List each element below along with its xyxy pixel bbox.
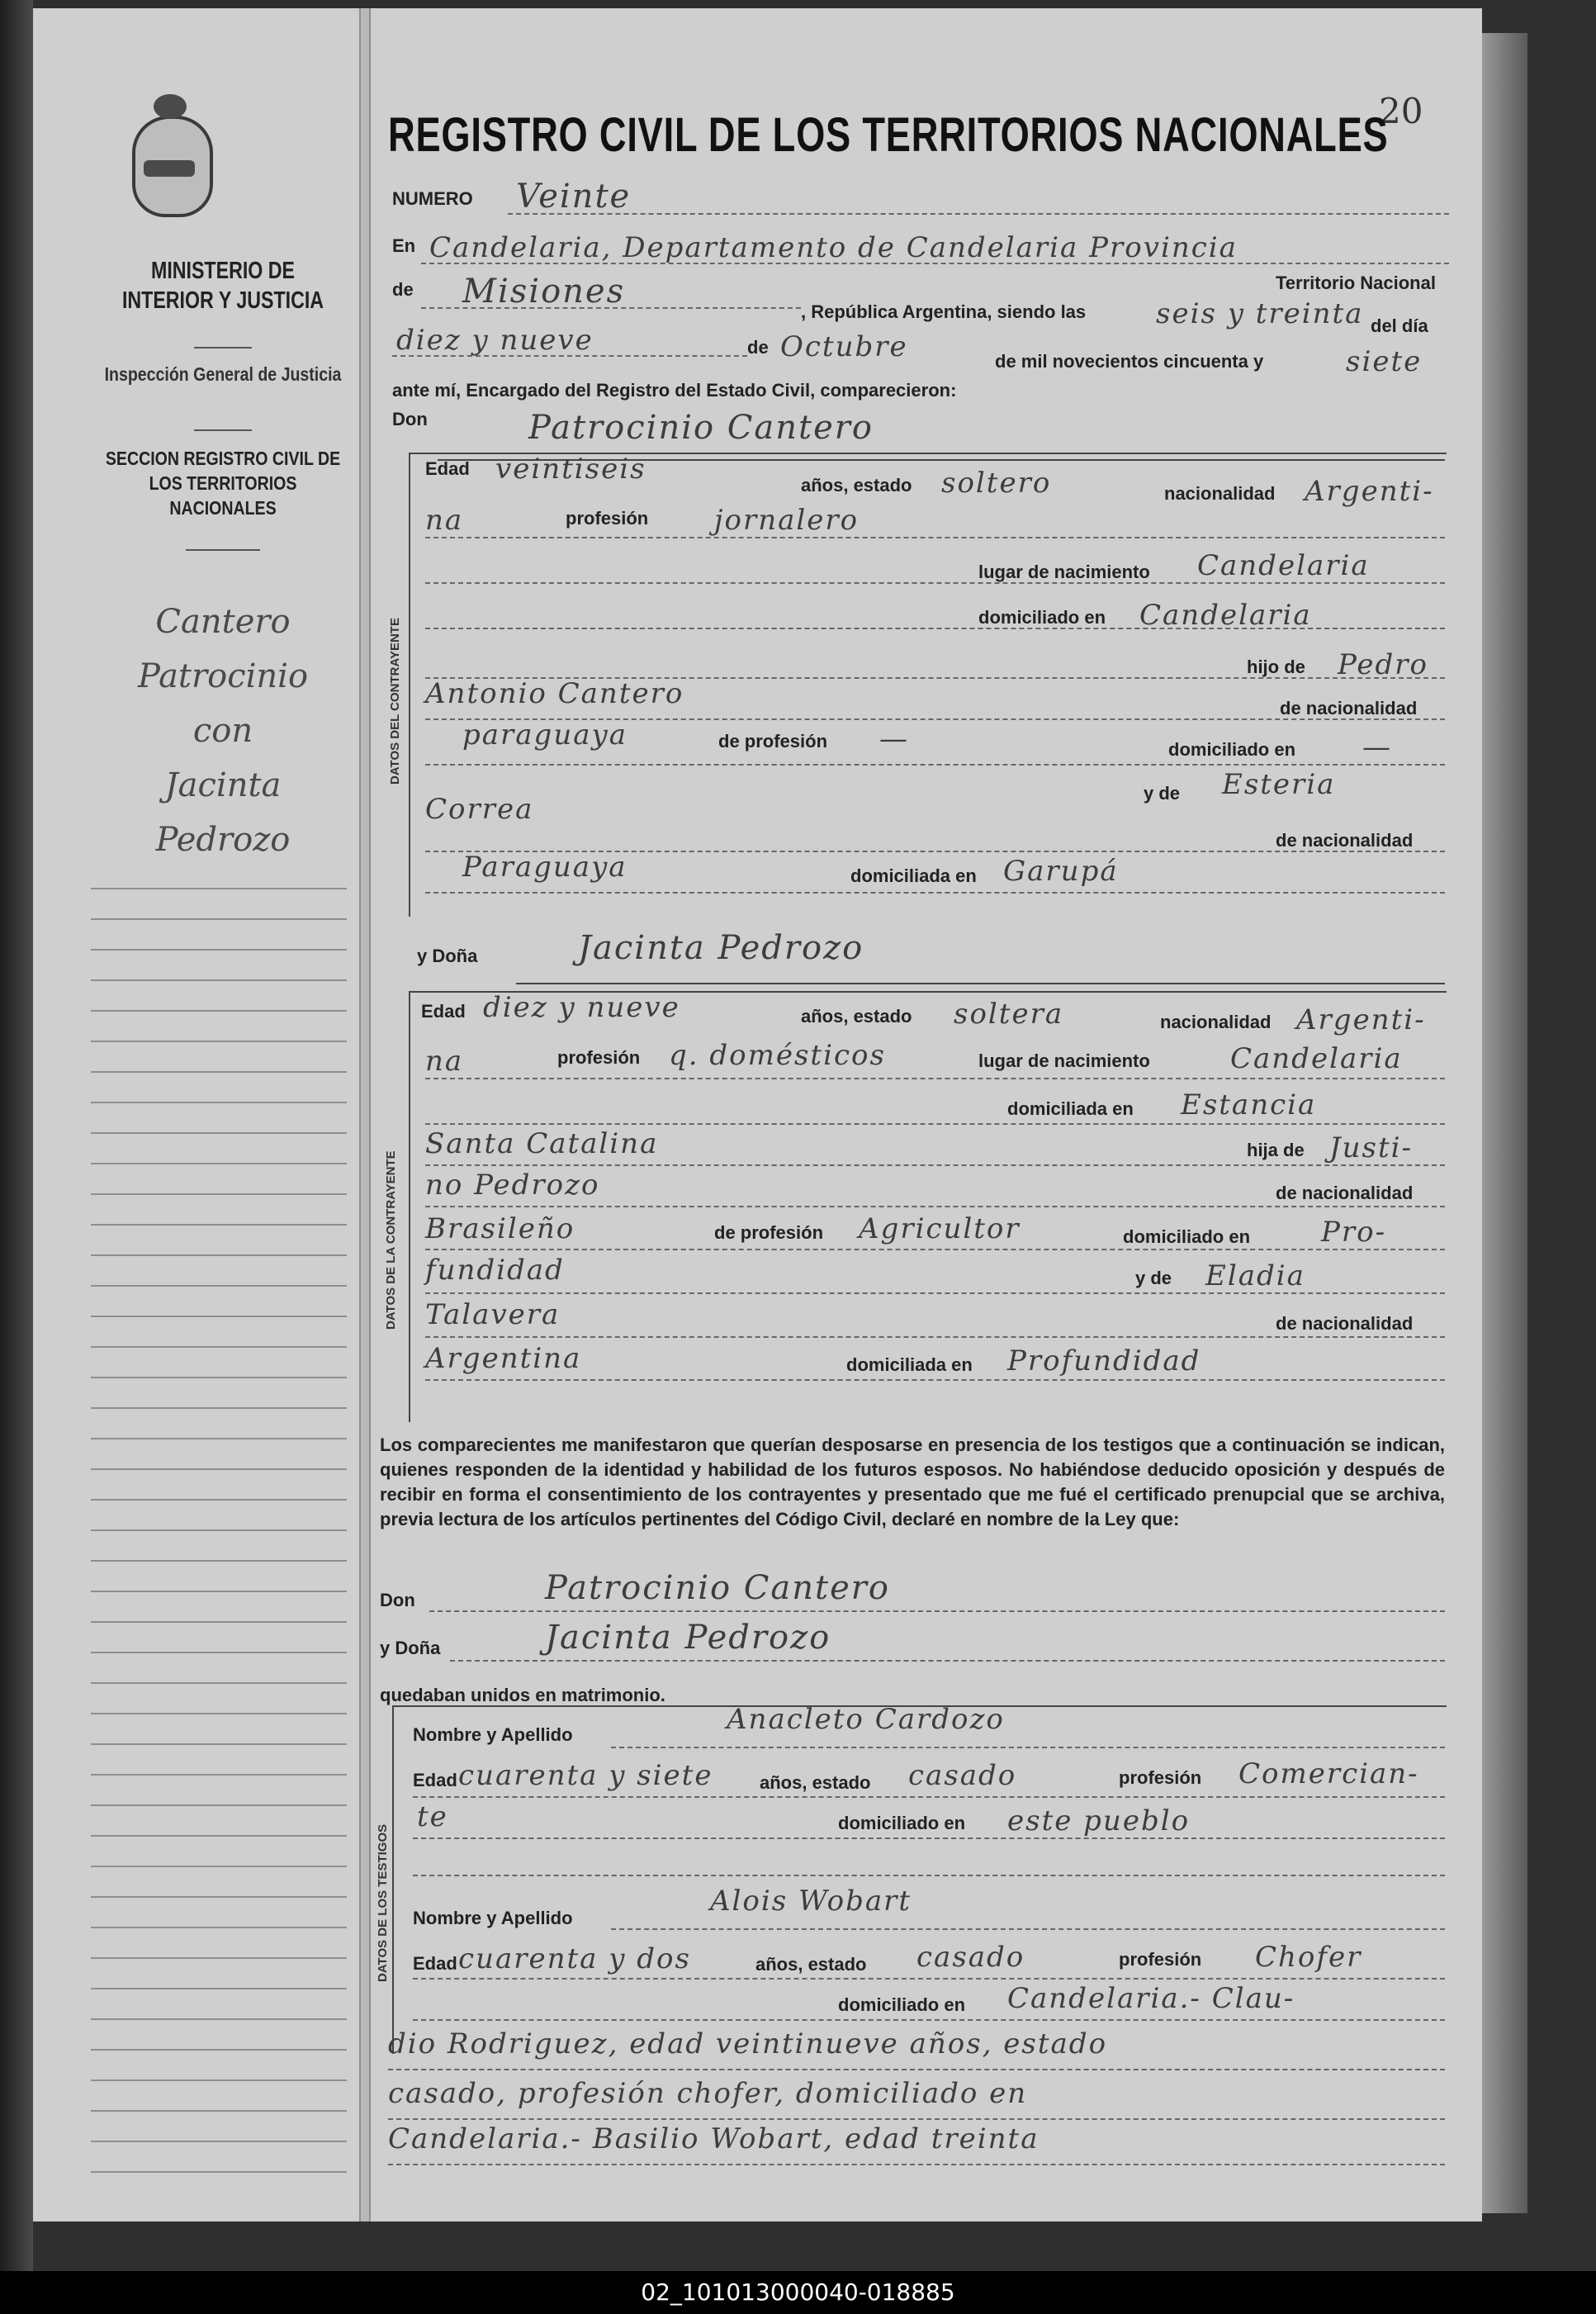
edad-label: Edad	[413, 1770, 457, 1790]
profesion-value: q. domésticos	[669, 1039, 886, 1072]
padre-dom-value1: Pro-	[1321, 1216, 1387, 1249]
profesion-value: jornalero	[714, 504, 860, 537]
republica-label: , República Argentina, siendo las	[801, 301, 1087, 322]
nacionalidad-cont: na	[425, 504, 464, 537]
lugar-value: Candelaria	[1197, 549, 1370, 582]
padre-prof-value: Agricultor	[859, 1212, 1021, 1245]
ante-label: ante mí, Encargado del Registro del Estado Civil, comparecieron:	[392, 380, 957, 401]
y-de-label: y de	[1144, 783, 1181, 804]
fill-line	[450, 1660, 1445, 1662]
t2-edad: cuarenta y dos	[458, 1942, 691, 1975]
fill-line	[413, 2019, 1445, 2021]
seccion-text: SECCION REGISTRO CIVIL DE LOS TERRITORIOS NACIONALES	[105, 448, 341, 519]
inspeccion-text: Inspección General de Justicia	[104, 363, 342, 385]
padre-prof-value: —	[879, 723, 909, 756]
de-label: de	[392, 279, 414, 300]
anios-estado-label: años, estado	[801, 475, 912, 496]
dona-label: y Doña	[380, 1638, 441, 1658]
fill-line	[425, 1078, 1445, 1079]
dona-value: Jacinta Pedrozo	[578, 929, 864, 967]
unidos-text: quedaban unidos en matrimonio.	[380, 1685, 665, 1705]
padre-dom-value: —	[1362, 731, 1392, 764]
fill-line	[425, 1379, 1445, 1381]
padre-dom-label: domiciliado en	[1123, 1226, 1251, 1247]
fill-line	[425, 892, 1445, 894]
domiciliado-value: Candelaria	[1139, 599, 1312, 632]
dona-label: y Doña	[417, 946, 478, 966]
t2-dom: Candelaria.- Clau-	[1007, 1982, 1295, 2015]
de-nac2-label: de nacionalidad	[1276, 830, 1414, 851]
ministry-text: MINISTERIO DE INTERIOR Y JUSTICIA	[121, 258, 324, 314]
contrayente-side-label: DATOS DEL CONTRAYENTE	[388, 618, 402, 785]
domiciliado-label: domiciliado en	[838, 1994, 966, 2015]
nacionalidad-value: Argenti-	[1305, 475, 1434, 508]
edad-label: Edad	[421, 1001, 466, 1022]
edad-value: veintiseis	[495, 453, 646, 486]
margin-note-line: Cantero	[155, 603, 291, 641]
t1-prof2: te	[417, 1800, 448, 1833]
padre-value2: no Pedrozo	[425, 1169, 600, 1202]
extra-line2: casado, profesión chofer, domiciliado en	[388, 2077, 1028, 2110]
page-number: 20	[1379, 91, 1423, 131]
profesion-label: profesión	[566, 508, 649, 529]
profesion-label: profesión	[1119, 1767, 1202, 1788]
nacionalidad-value: Argenti-	[1296, 1003, 1426, 1036]
don-label: Don	[380, 1590, 415, 1610]
domiciliada-value: Estancia	[1181, 1088, 1317, 1121]
t1-nombre: Anacleto Cardozo	[727, 1703, 1005, 1736]
edad-value: diez y nueve	[483, 991, 680, 1024]
extra-line1: dio Rodriguez, edad veintinueve años, estado	[388, 2027, 1108, 2060]
fill-line	[425, 764, 1445, 766]
nacionalidad-label: nacionalidad	[1160, 1012, 1272, 1032]
divider	[194, 429, 252, 431]
de2-label: de	[747, 337, 769, 358]
fill-line	[611, 1928, 1445, 1930]
don-label: Don	[392, 409, 428, 429]
anios-estado-label: años, estado	[760, 1772, 871, 1793]
dona-value: Jacinta Pedrozo	[545, 1619, 831, 1657]
madre-value1: Esteria	[1222, 768, 1336, 801]
de-nac2-label: de nacionalidad	[1276, 1313, 1414, 1334]
domiciliada-label: domiciliada en	[850, 865, 977, 886]
t2-nombre: Alois Wobart	[710, 1885, 912, 1918]
margin-note-line: Jacinta	[164, 766, 282, 804]
seccion-heading	[104, 446, 343, 520]
fill-line	[425, 1206, 1445, 1207]
nombre-label: Nombre y Apellido	[413, 1724, 573, 1745]
book-edge	[0, 0, 33, 2271]
hija-label: hija de	[1247, 1140, 1305, 1160]
fill-line	[425, 1336, 1445, 1338]
fill-line	[413, 1796, 1445, 1798]
binding-stripe	[359, 8, 371, 2222]
testigos-side-label: DATOS DE LOS TESTIGOS	[376, 1823, 390, 1982]
fill-line	[425, 1292, 1445, 1294]
domiciliada2-label: domiciliada en	[846, 1354, 973, 1375]
divider	[186, 549, 260, 551]
profesion-label: profesión	[557, 1047, 641, 1068]
anio-value: siete	[1346, 345, 1423, 378]
madre-value2: Talavera	[425, 1298, 561, 1331]
hora-value: seis y treinta	[1156, 297, 1364, 330]
estado-value: soltero	[941, 467, 1052, 500]
fill-line	[429, 1610, 1445, 1612]
dom-cont: Santa Catalina	[425, 1127, 659, 1160]
numero-label: NUMERO	[392, 188, 473, 209]
contrayenta-side-label: DATOS DE LA CONTRAYENTE	[384, 1150, 398, 1330]
declaration-text: Los comparecientes me manifestaron que querían desposarse en presencia de los testigos que a continuación se indican, quienes responden de la identidad y habilidad de los futuros esposos. No habiéndose deducido oposición y después de recibir en forma el consentimiento de los contrayentes y presentado que me fué el certificado prenupcial que se archiva, previa lectura de los artículos pertinentes del Código Civil, declaré en nombre de la Ley que:	[380, 1434, 1445, 1529]
page-title: REGISTRO CIVIL DE LOS TERRITORIOS NACIONALES	[388, 108, 1389, 162]
de-nac-label: de nacionalidad	[1276, 1183, 1414, 1203]
don-value: Patrocinio Cantero	[545, 1569, 890, 1607]
fill-line	[425, 537, 1445, 538]
padre-nac-value: paraguaya	[462, 718, 628, 752]
coat-of-arms-icon	[132, 116, 213, 217]
file-id-caption: 02_101013000040-018885	[0, 2271, 1596, 2314]
padre-dom-value2: fundidad	[425, 1254, 565, 1287]
de-profesion-label: de profesión	[714, 1222, 824, 1243]
padre-value1: Justi-	[1329, 1131, 1414, 1164]
fill-line	[388, 2069, 1445, 2070]
madre-value2: Correa	[425, 793, 534, 826]
de-profesion-label: de profesión	[718, 731, 828, 752]
lugar-label: lugar de nacimiento	[978, 1050, 1150, 1071]
madre-nac-value: Argentina	[425, 1342, 582, 1375]
padre-dom-label: domiciliado en	[1168, 739, 1296, 760]
don-value: Patrocinio Cantero	[528, 409, 874, 447]
profesion-label: profesión	[1119, 1949, 1202, 1970]
page-stack-edge	[1482, 33, 1527, 2213]
domiciliada-label: domiciliada en	[1007, 1098, 1134, 1119]
lugar-label: lugar de nacimiento	[978, 562, 1150, 582]
fill-line	[425, 1123, 1445, 1125]
ministry-heading	[111, 256, 335, 315]
y-de-label: y de	[1135, 1268, 1172, 1288]
nacionalidad-cont: na	[425, 1045, 464, 1078]
nacionalidad-label: nacionalidad	[1164, 483, 1276, 504]
anio-label: de mil novecientos cincuenta y	[995, 351, 1264, 372]
madre-dom-value: Garupá	[1003, 855, 1119, 888]
t1-estado: casado	[908, 1759, 1017, 1792]
nombre-label: Nombre y Apellido	[413, 1908, 573, 1928]
territorio-label: Territorio Nacional	[1276, 273, 1436, 293]
del-dia-label: del día	[1371, 315, 1428, 336]
margin-ruled-lines	[91, 859, 347, 2197]
edad-label: Edad	[425, 458, 470, 479]
margin-note-line: Pedrozo	[155, 821, 291, 859]
divider	[194, 347, 252, 349]
padre-value1: Pedro	[1338, 648, 1428, 681]
padre-nac-value: Brasileño	[425, 1212, 575, 1245]
fill-line	[388, 2118, 1445, 2120]
extra-line3: Candelaria.- Basilio Wobart, edad treinta	[388, 2122, 1040, 2155]
fill-line	[425, 1164, 1445, 1166]
t1-prof1: Comercian-	[1238, 1757, 1419, 1790]
edad-label: Edad	[413, 1953, 457, 1974]
fill-line	[508, 213, 1449, 215]
t2-estado: casado	[916, 1941, 1025, 1974]
fill-line	[413, 1837, 1445, 1839]
anios-estado-label: años, estado	[755, 1954, 867, 1975]
numero-value: Veinte	[516, 178, 632, 216]
margin-note	[91, 595, 355, 867]
t1-dom: este pueblo	[1007, 1804, 1191, 1837]
inspeccion-heading	[104, 362, 343, 386]
estado-value: soltera	[954, 998, 1064, 1031]
padre-value2: Antonio Cantero	[425, 677, 684, 710]
fill-line	[425, 1249, 1445, 1250]
fill-line	[425, 582, 1445, 584]
hijo-label: hijo de	[1247, 657, 1305, 677]
t2-prof: Chofer	[1255, 1941, 1362, 1974]
dia-value: diez y nueve	[396, 324, 594, 357]
madre-nac-value: Paraguaya	[462, 851, 628, 884]
field-underline	[516, 983, 1445, 984]
fill-line	[611, 1747, 1445, 1748]
fill-line	[413, 1978, 1445, 1980]
fill-line	[388, 2164, 1445, 2165]
madre-value1: Eladia	[1205, 1259, 1305, 1292]
t1-edad: cuarenta y siete	[458, 1759, 713, 1792]
fill-line	[413, 1875, 1445, 1876]
domiciliado-label: domiciliado en	[838, 1813, 966, 1833]
en-value: Candelaria, Departamento de Candelaria Provincia	[429, 231, 1238, 264]
margin-note-line: Patrocinio	[137, 657, 309, 695]
de-value: Misiones	[462, 273, 626, 311]
margin-note-line: con	[192, 712, 253, 750]
madre-dom-value: Profundidad	[1007, 1344, 1201, 1377]
anios-estado-label: años, estado	[801, 1006, 912, 1027]
domiciliado-label: domiciliado en	[978, 607, 1106, 628]
mes-value: Octubre	[780, 330, 908, 363]
lugar-value: Candelaria	[1230, 1042, 1403, 1075]
de-nac-label: de nacionalidad	[1280, 698, 1418, 718]
en-label: En	[392, 235, 416, 256]
